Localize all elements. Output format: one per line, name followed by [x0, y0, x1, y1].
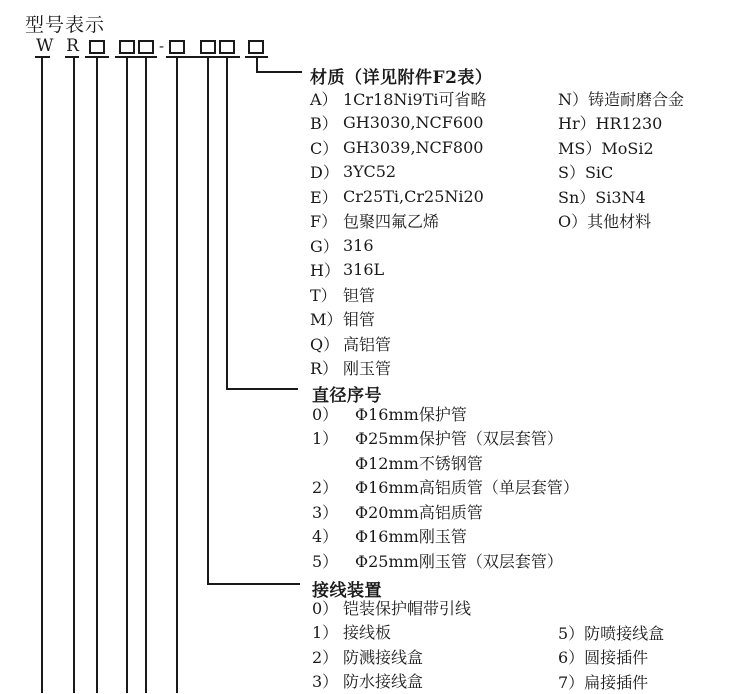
- item-key: H）: [310, 261, 340, 281]
- item-key: R）: [310, 359, 339, 379]
- lead-line-w: [41, 58, 43, 693]
- lead-line-box3: [145, 58, 147, 693]
- code-char-r: R: [66, 36, 79, 56]
- item-key: 3）: [312, 672, 339, 692]
- diameter-list: [312, 401, 579, 573]
- list-item: [310, 86, 487, 111]
- list-item: [558, 135, 684, 160]
- list-item: [310, 135, 487, 160]
- list-item: [310, 233, 487, 258]
- list-item: [312, 620, 471, 645]
- item-text: 防溅接线盒: [343, 647, 424, 667]
- underline-box23: [115, 56, 157, 58]
- code-box-7: [248, 40, 264, 54]
- item-key: 1）: [312, 429, 339, 449]
- lead-line-terminal-vertical: [207, 58, 209, 585]
- code-box-1: [89, 40, 105, 54]
- lead-line-box2: [126, 58, 128, 693]
- lead-line-material-horizontal: [256, 71, 302, 73]
- list-item: [310, 331, 487, 356]
- lead-line-diameter-vertical: [226, 58, 228, 390]
- item-key: 2）: [312, 647, 339, 667]
- underline-r: [65, 56, 79, 58]
- item-key: 2）: [312, 478, 339, 498]
- lead-line-box1: [96, 58, 98, 693]
- material-list-left: [310, 86, 487, 380]
- list-item: [312, 644, 471, 669]
- item-text: 刚玉管: [343, 359, 392, 379]
- list-item: [310, 160, 487, 185]
- lead-line-diameter-horizontal: [226, 388, 298, 390]
- list-item: [310, 307, 487, 332]
- item-key: B）: [310, 114, 338, 134]
- item-key: 5）: [312, 551, 339, 571]
- item-text: Hr）HR1230: [558, 114, 663, 134]
- list-item: [312, 669, 471, 694]
- list-item: [312, 548, 579, 573]
- item-key: T）: [310, 285, 337, 305]
- terminal-list-right: [558, 620, 664, 694]
- item-key: D）: [310, 163, 339, 183]
- item-key: 1）: [312, 623, 339, 643]
- item-key: E）: [310, 187, 338, 207]
- material-section-title: 材质（详见附件F2表）: [310, 68, 493, 88]
- item-text: Φ25mm刚玉管（双层套管）: [355, 551, 563, 571]
- item-key: M）: [310, 310, 343, 330]
- item-text: GH3030,NCF600: [343, 113, 484, 133]
- material-list-right: [558, 86, 684, 233]
- item-key: A）: [310, 89, 338, 109]
- item-text: 防水接线盒: [343, 672, 424, 692]
- item-text: N）铸造耐磨合金: [558, 89, 685, 109]
- page-title: 型号表示: [25, 14, 106, 36]
- item-key: 4）: [312, 527, 339, 547]
- list-item: [558, 209, 684, 234]
- lead-line-r: [73, 58, 75, 693]
- terminal-list-left: [312, 595, 471, 693]
- item-text: 钽管: [343, 285, 376, 305]
- item-text: Cr25Ti,Cr25Ni20: [343, 186, 484, 206]
- item-key: G）: [310, 236, 339, 256]
- code-box-3: [138, 40, 154, 54]
- code-dash: -: [158, 37, 165, 55]
- code-char-w: W: [36, 36, 54, 56]
- item-text: MS）MoSi2: [558, 138, 654, 158]
- item-text: Sn）Si3N4: [558, 187, 646, 207]
- list-item: [558, 669, 664, 694]
- item-text: 钼管: [343, 310, 376, 330]
- list-item: [310, 209, 487, 234]
- list-item: [310, 184, 487, 209]
- item-text: 7）扁接插件: [558, 672, 649, 692]
- list-item: [558, 160, 684, 185]
- list-item: [558, 184, 684, 209]
- list-item: [312, 450, 579, 475]
- list-item: [312, 499, 579, 524]
- list-item: [310, 258, 487, 283]
- code-box-4: [169, 40, 185, 54]
- code-box-2: [119, 40, 135, 54]
- item-text: 高铝管: [343, 334, 392, 354]
- code-box-5: [200, 40, 216, 54]
- item-key: 0）: [312, 598, 339, 618]
- item-key: 3）: [312, 502, 339, 522]
- item-text: 铠装保护帽带引线: [343, 598, 472, 618]
- item-key: 0）: [312, 404, 339, 424]
- list-item: [312, 595, 471, 620]
- list-item: [310, 356, 487, 381]
- item-key: F）: [310, 212, 338, 232]
- item-text: Φ25mm保护管（双层套管）: [355, 429, 563, 449]
- item-text: 1Cr18Ni9Ti可省略: [343, 89, 487, 109]
- list-item: [558, 645, 664, 670]
- item-text: Φ12mm不锈钢管: [355, 453, 483, 473]
- item-text: 6）圆接插件: [558, 648, 649, 668]
- item-text: 3YC52: [343, 162, 397, 182]
- item-text: 包聚四氟乙烯: [343, 212, 440, 232]
- list-item: [558, 111, 684, 136]
- item-key: C）: [310, 138, 339, 158]
- diameter-section-title: 直径序号: [312, 386, 382, 406]
- item-text: 5）防喷接线盒: [558, 623, 665, 643]
- list-item: [312, 401, 579, 426]
- item-text: 316: [343, 235, 374, 255]
- list-item: [310, 282, 487, 307]
- lead-line-box4: [176, 58, 178, 693]
- list-item: [558, 86, 684, 111]
- item-text: 316L: [343, 260, 385, 280]
- item-text: Φ16mm刚玉管: [355, 527, 467, 547]
- code-box-6: [219, 40, 235, 54]
- item-text: Φ16mm高铝质管（单层套管）: [355, 478, 579, 498]
- item-text: Φ16mm保护管: [355, 404, 467, 424]
- item-text: Φ20mm高铝质管: [355, 502, 483, 522]
- item-text: S）SiC: [558, 163, 614, 183]
- item-key: Q）: [310, 334, 340, 354]
- list-item: [558, 620, 664, 645]
- item-text: GH3039,NCF800: [343, 137, 484, 157]
- list-item: [310, 111, 487, 136]
- list-item: [312, 524, 579, 549]
- item-text: 接线板: [343, 623, 392, 643]
- item-text: O）其他材料: [558, 212, 652, 232]
- lead-line-terminal-horizontal: [207, 583, 300, 585]
- list-item: [312, 426, 579, 451]
- terminal-section-title: 接线装置: [312, 581, 382, 601]
- list-item: [312, 475, 579, 500]
